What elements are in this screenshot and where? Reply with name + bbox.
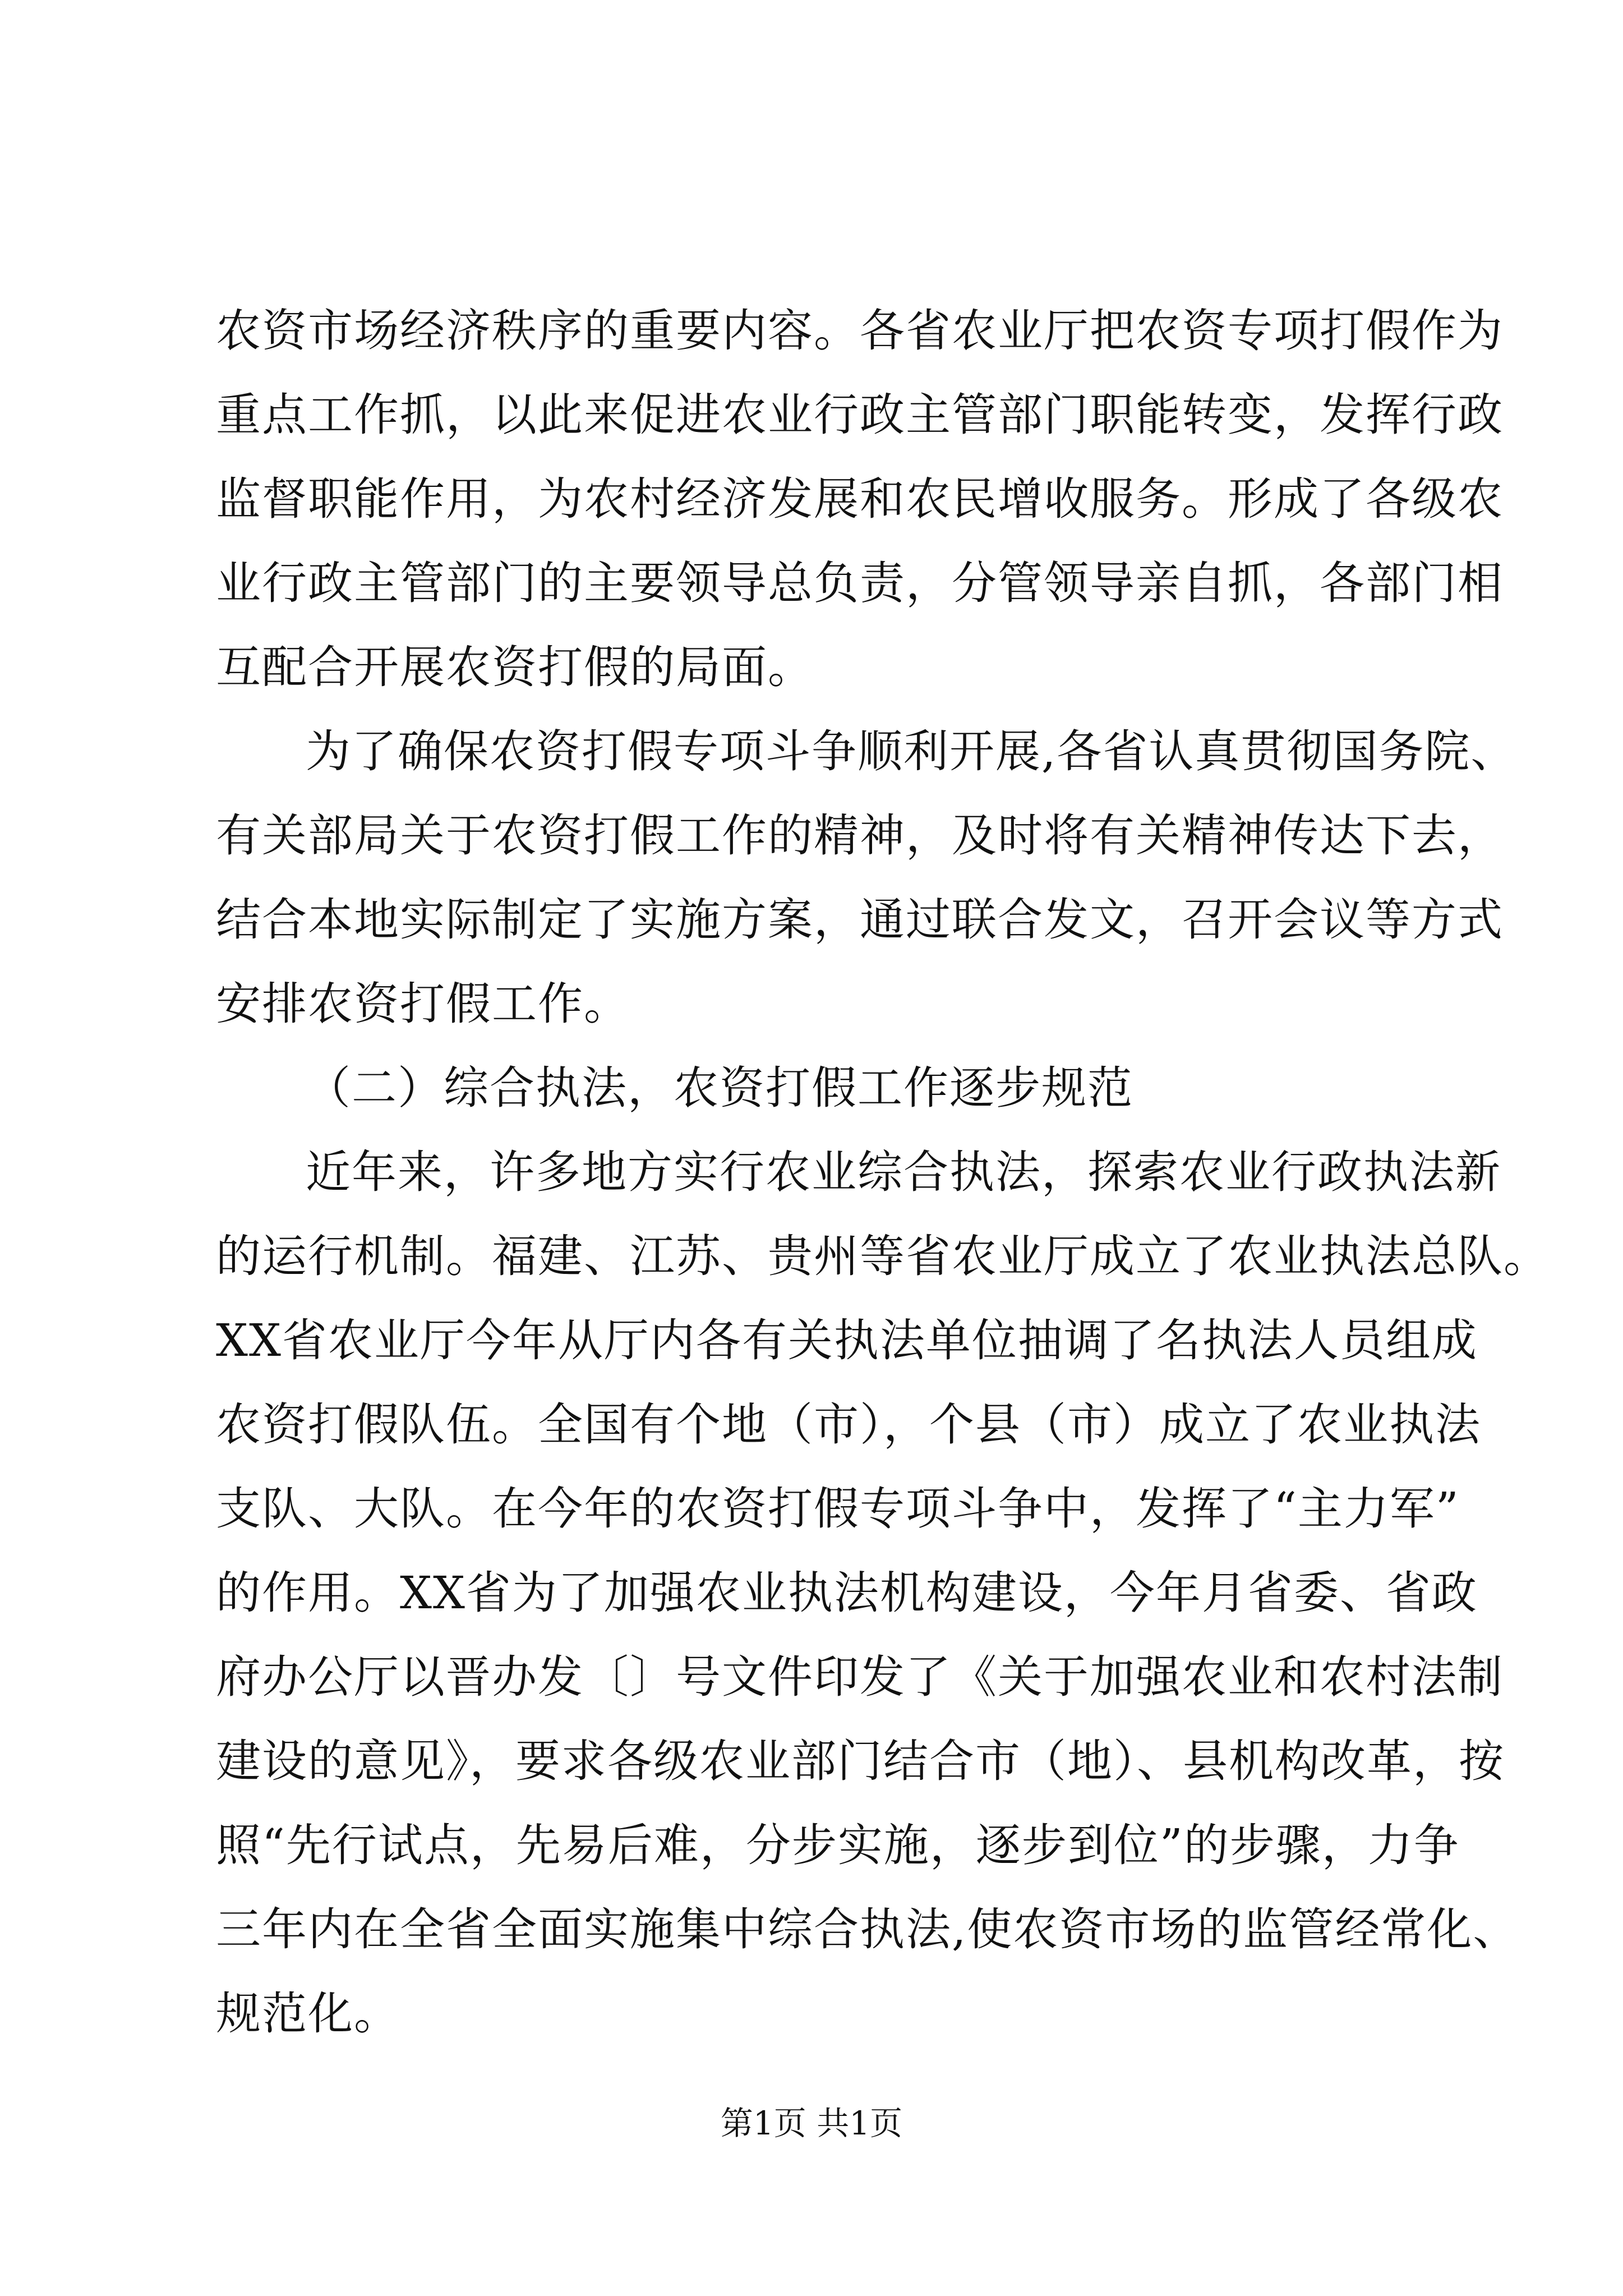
paragraph-3-line-5: 支队、大队。在今年的农资打假专项斗争中，发挥了“主力军” xyxy=(216,1483,1460,1535)
paragraph-2-line-2: 有关部局关于农资打假工作的精神，及时将有关精神传达下去， xyxy=(216,809,1504,862)
paragraph-1-line-5: 互配合开展农资打假的局面。 xyxy=(216,641,814,693)
paragraph-3-line-2: 的运行机制。福建、江苏、贵州等省农业厅成立了农业执法总队。 xyxy=(216,1230,1550,1282)
page-number-footer: 第1页 共1页 xyxy=(720,2104,903,2142)
paragraph-2-line-3: 结合本地实际制定了实施方案，通过联合发文，召开会议等方式 xyxy=(216,894,1504,946)
paragraph-1-line-4: 业行政主管部门的主要领导总负责，分管领导亲自抓，各部门相 xyxy=(216,557,1504,609)
paragraph-3-line-9: 照“先行试点，先易后难，分步实施，逐步到位”的步骤，力争 xyxy=(216,1819,1460,1871)
paragraph-1-line-3: 监督职能作用，为农村经济发展和农民增收服务。形成了各级农 xyxy=(216,473,1504,525)
paragraph-3-line-6: 的作用。XX省为了加强农业执法机构建设，今年月省委、省政 xyxy=(216,1567,1478,1619)
paragraph-1-line-1: 农资市场经济秩序的重要内容。各省农业厅把农资专项打假作为 xyxy=(216,305,1504,357)
paragraph-3-line-4: 农资打假队伍。全国有个地（市），个县（市）成立了农业执法 xyxy=(216,1398,1481,1451)
paragraph-1-line-2: 重点工作抓，以此来促进农业行政主管部门职能转变，发挥行政 xyxy=(216,389,1504,441)
paragraph-3-line-3: XX省农业厅今年从厅内各有关执法单位抽调了名执法人员组成 xyxy=(216,1314,1478,1366)
paragraph-3-line-1: 近年来，许多地方实行农业综合执法，探索农业行政执法新 xyxy=(306,1146,1501,1198)
section-heading: （二）综合执法，农资打假工作逐步规范 xyxy=(306,1062,1133,1114)
paragraph-2-line-4: 安排农资打假工作。 xyxy=(216,978,630,1030)
paragraph-2-line-1: 为了确保农资打假专项斗争顺利开展,各省认真贯彻国务院、 xyxy=(306,725,1517,777)
paragraph-3-line-10: 三年内在全省全面实施集中综合执法,使农资市场的监管经常化、 xyxy=(216,1903,1519,1955)
paragraph-3-line-8: 建设的意见》，要求各级农业部门结合市（地）、县机构改革，按 xyxy=(216,1735,1505,1787)
paragraph-3-line-11: 规范化。 xyxy=(216,1987,400,2040)
paragraph-3-line-7: 府办公厅以晋办发〔〕号文件印发了《关于加强农业和农村法制 xyxy=(216,1651,1504,1703)
